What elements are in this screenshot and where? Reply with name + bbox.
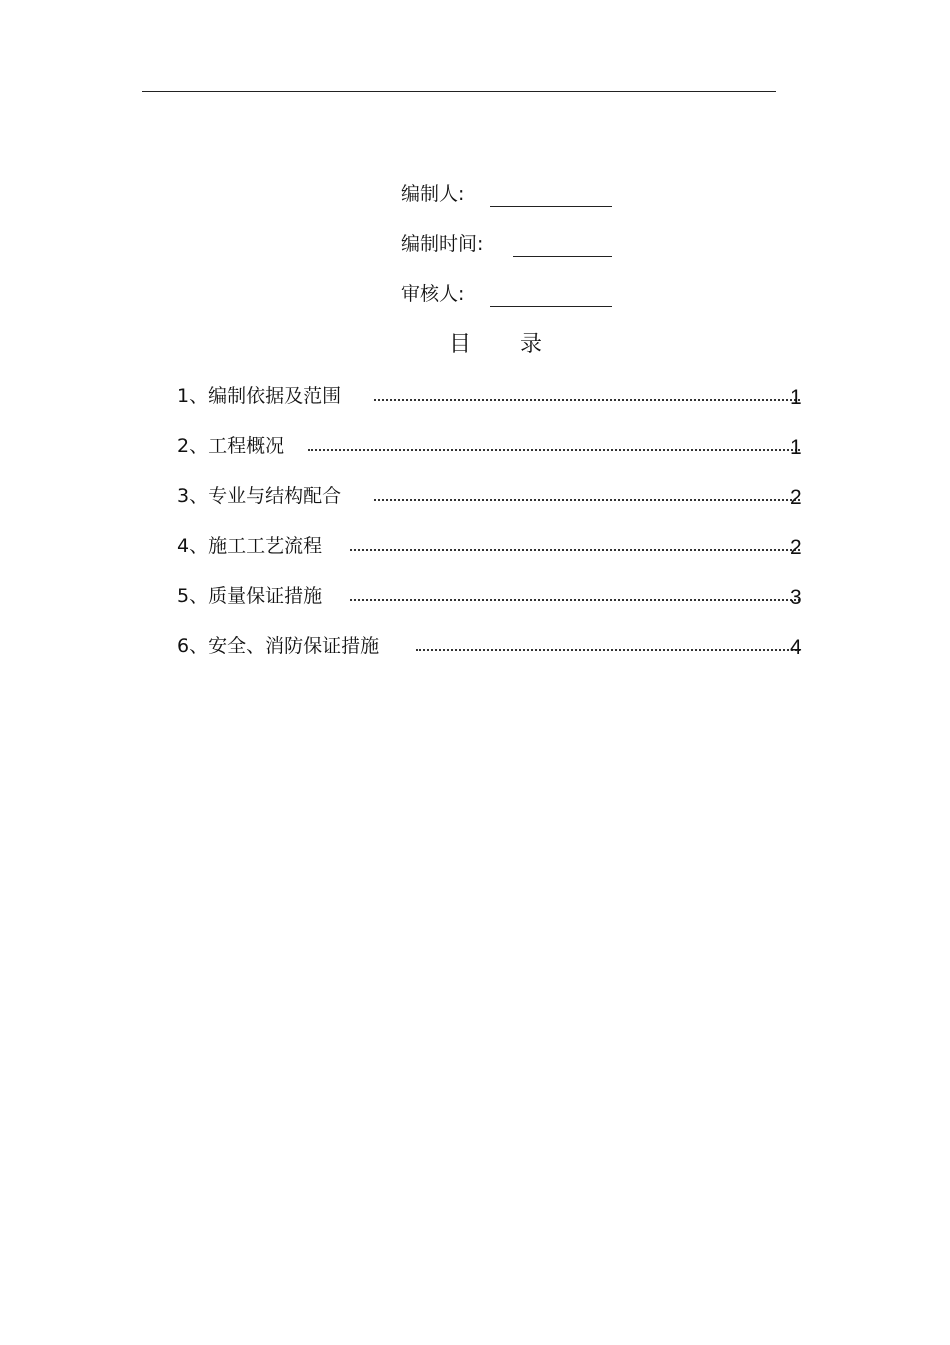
toc-entry[interactable] [0, 431, 950, 461]
toc-leader-dots [350, 599, 800, 601]
compile-time-label: 编制时间: [401, 233, 484, 255]
toc-entry-page: 2 [790, 536, 802, 559]
toc-entry-label: 6、安全、消防保证措施 [177, 635, 380, 657]
toc-entry[interactable] [0, 481, 950, 511]
toc-entry-page: 4 [790, 636, 802, 659]
toc-entry-label: 3、专业与结构配合 [177, 485, 342, 507]
compiler-blank [490, 206, 612, 207]
toc-entry-label: 1、编制依据及范围 [177, 385, 342, 407]
toc-entry-label: 5、质量保证措施 [177, 585, 323, 607]
toc-leader-dots [308, 449, 800, 451]
toc-entry[interactable] [0, 531, 950, 561]
toc-leader-dots [350, 549, 800, 551]
toc-entry-label: 2、工程概况 [177, 435, 285, 457]
toc-entry-page: 3 [790, 586, 802, 609]
toc-entry[interactable] [0, 381, 950, 411]
toc-leader-dots [416, 649, 800, 651]
compiler-label: 编制人: [401, 183, 465, 205]
reviewer-blank [490, 306, 612, 307]
header-rule [142, 91, 776, 92]
toc-leader-dots [374, 399, 800, 401]
toc-leader-dots [374, 499, 800, 501]
toc-entry-page: 1 [790, 386, 802, 409]
toc-title: 目 录 [449, 332, 542, 357]
toc-entry-page: 2 [790, 486, 802, 509]
compile-time-blank [513, 256, 612, 257]
toc-entry[interactable] [0, 631, 950, 661]
toc-entry-label: 4、施工工艺流程 [177, 535, 323, 557]
toc-entry-page: 1 [790, 436, 802, 459]
reviewer-label: 审核人: [401, 283, 465, 305]
toc-entry[interactable] [0, 581, 950, 611]
